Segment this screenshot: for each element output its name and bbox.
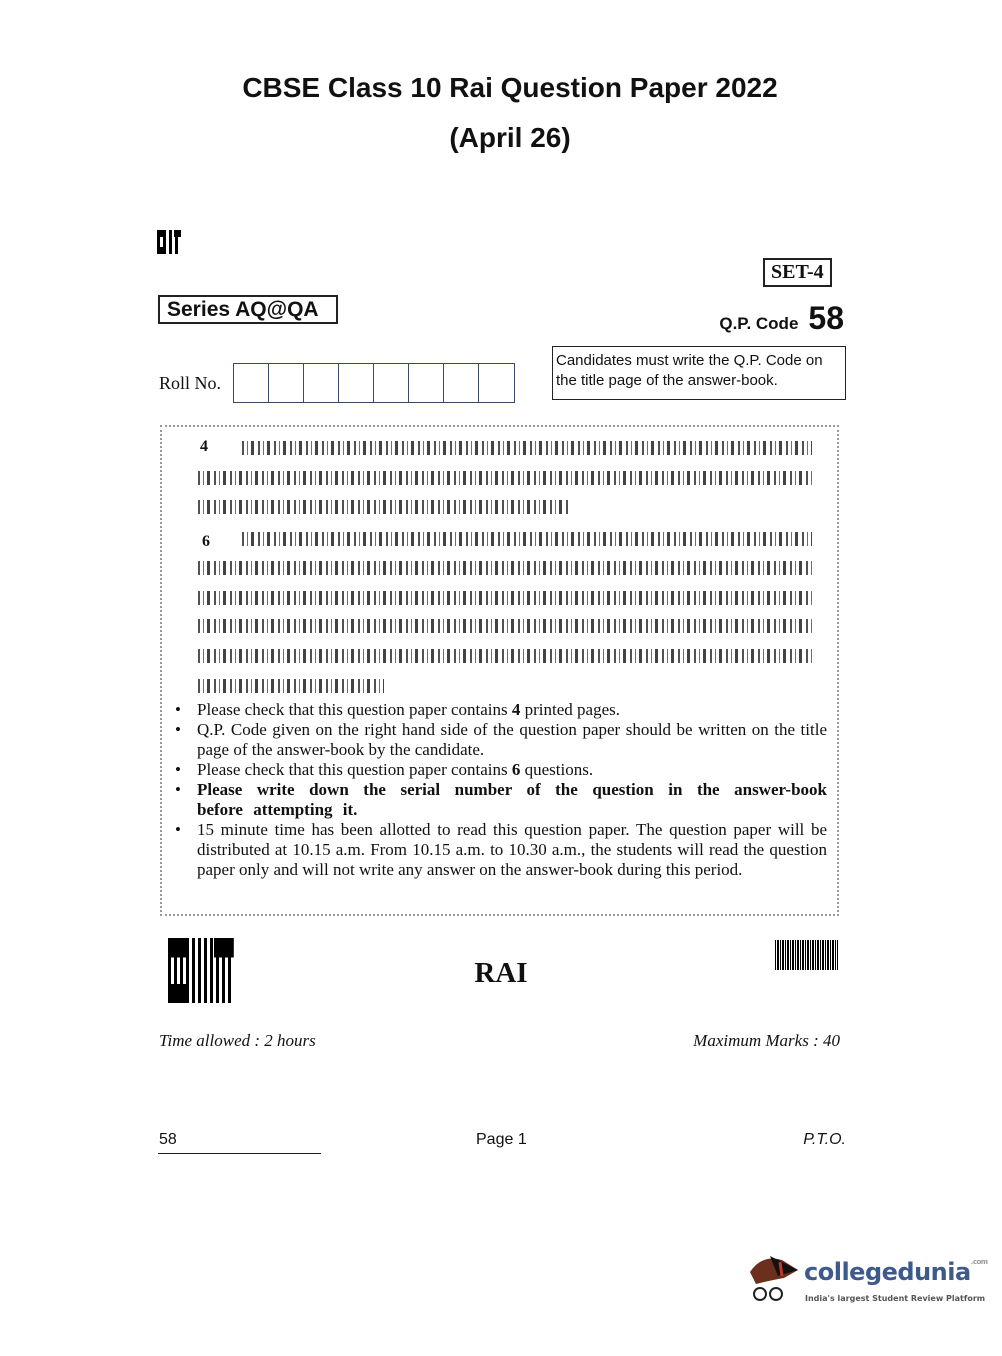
series-label: Series AQ@QA — [158, 295, 338, 324]
page-title: CBSE Class 10 Rai Question Paper 2022 — [242, 72, 778, 103]
mascot-icon — [742, 1250, 800, 1312]
subject-title: RAI — [474, 957, 528, 989]
rai-question-number: 4 — [200, 438, 208, 455]
rai-script-line — [242, 441, 812, 455]
rai-script-line — [198, 471, 812, 485]
logo-name: collegedunia — [804, 1258, 971, 1286]
collegedunia-logo — [742, 1250, 988, 1315]
small-qr-code-icon — [157, 230, 181, 254]
roll-no-label: Roll No. — [159, 373, 222, 393]
logo-tagline: India's largest Student Review Platform — [805, 1294, 986, 1303]
time-allowed: Time allowed : 2 hours — [159, 1031, 316, 1050]
pto-label: P.T.O. — [803, 1131, 846, 1148]
qp-code-value: 58 — [808, 300, 844, 336]
rai-question-number: 6 — [202, 533, 210, 550]
candidate-note: Candidates must write the Q.P. Code on the title page of the answer-book. — [552, 346, 846, 400]
rai-script-line — [198, 561, 812, 575]
logo-suffix: .com — [970, 1258, 988, 1266]
instruction-item: • Please check that this question paper contains 6 questions. — [175, 760, 827, 780]
qp-code-label: Q.P. Code — [719, 314, 799, 333]
maximum-marks: Maximum Marks : 40 — [693, 1031, 840, 1050]
instruction-item: • Q.P. Code given on the right hand side of the question paper should be written on the title page of the answer-book by the candidate. — [175, 720, 827, 760]
rai-script-line — [198, 500, 568, 514]
footer-underline — [158, 1153, 321, 1154]
rai-script-line — [198, 649, 812, 663]
page-subtitle: (April 26) — [449, 122, 571, 153]
page-number: Page 1 — [476, 1131, 527, 1148]
instruction-item: • Please check that this question paper contains 4 printed pages. — [175, 700, 827, 720]
rai-script-line — [242, 532, 812, 546]
instruction-item: • 15 minute time has been allotted to read this question paper. The question paper will be distributed at 10.15 a.m. From 10.15 a.m. to 10.30 a.m., the students will read the question paper only and will not write any answer on the answer-book during this period. — [175, 820, 827, 880]
qp-code — [719, 300, 844, 337]
roll-no-boxes[interactable] — [233, 363, 515, 403]
footer-code: 58 — [159, 1131, 177, 1148]
instruction-list — [175, 700, 827, 880]
rai-script-line — [198, 679, 384, 693]
set-badge: SET-4 — [763, 258, 832, 287]
rai-script-line — [198, 591, 812, 605]
instruction-item: • Please write down the serial number of the question in the answer-book before attempting it. — [175, 780, 827, 820]
barcode-icon — [775, 940, 838, 970]
rai-script-line — [198, 619, 812, 633]
